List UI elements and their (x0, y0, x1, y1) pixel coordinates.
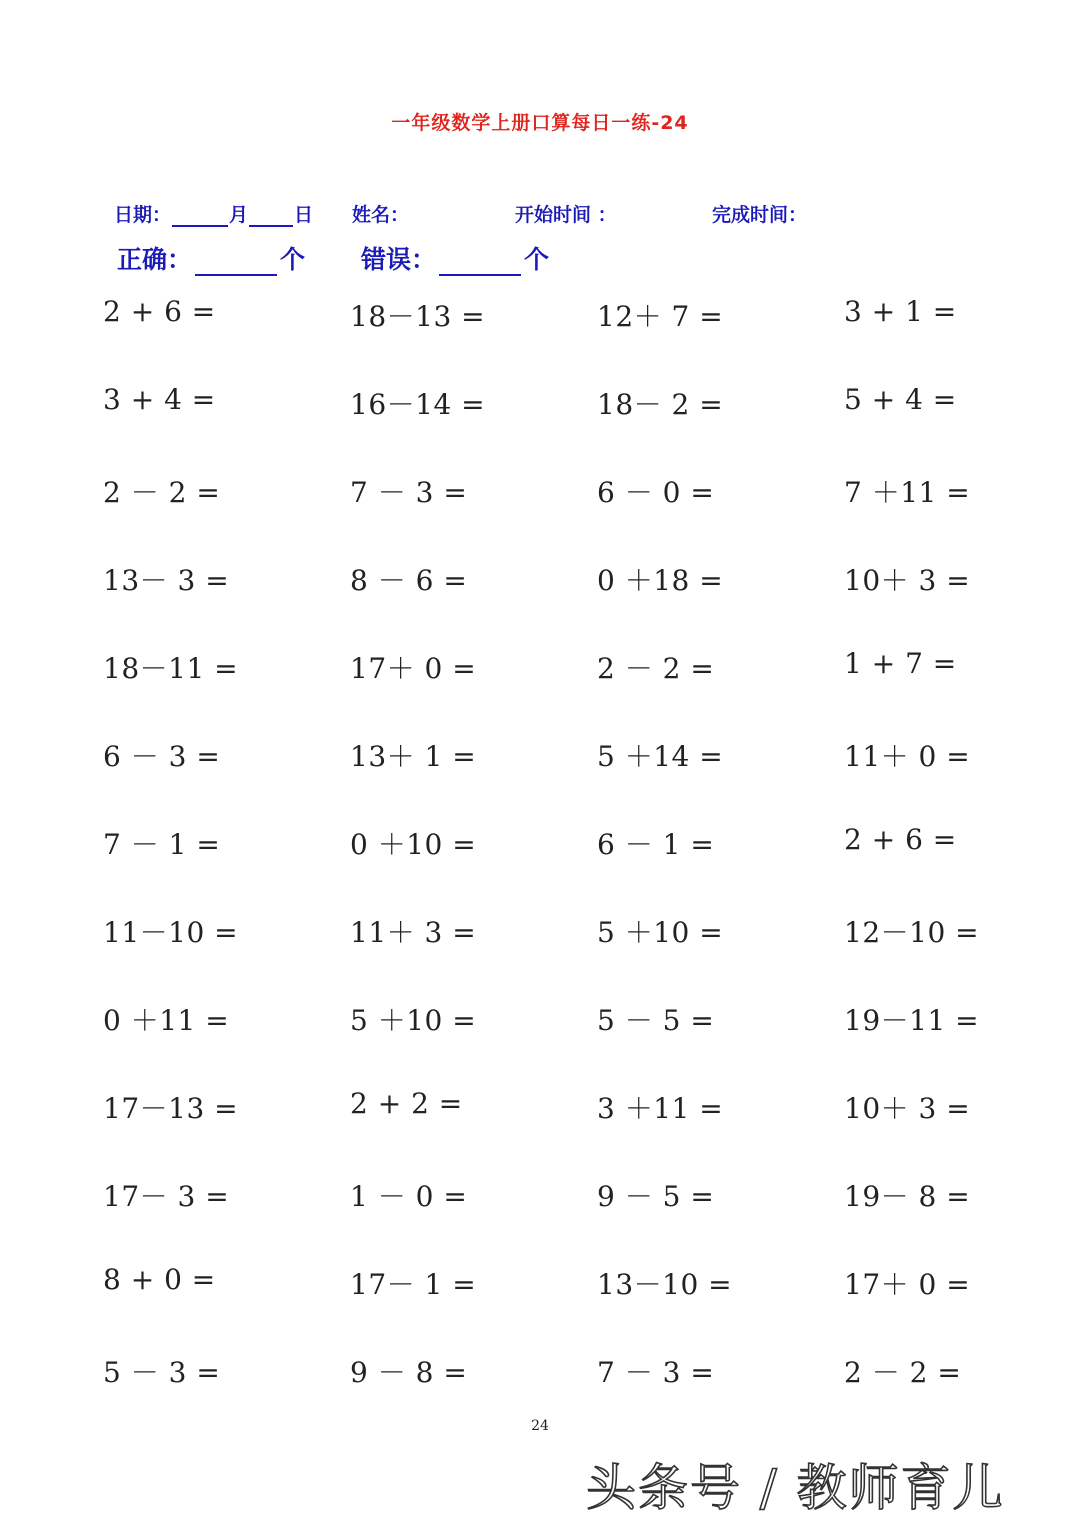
date-field (114, 200, 313, 227)
problem-r3-c4: 7 ＋11 = (844, 476, 971, 509)
problem-r4-c1: 13－ 3 = (103, 564, 230, 597)
problem-r9-c1: 0 ＋11 = (103, 1004, 230, 1037)
problem-r9-c2: 5 ＋10 = (350, 1004, 477, 1037)
problem-r6-c2: 13＋ 1 = (350, 740, 477, 773)
problem-r13-c2: 9 － 8 = (350, 1356, 468, 1389)
problem-r8-c2: 11＋ 3 = (350, 916, 477, 949)
problem-r4-c2: 8 － 6 = (350, 564, 468, 597)
problem-r1-c4: 3 + 1 = (844, 295, 957, 328)
problem-r3-c3: 6 － 0 = (597, 476, 715, 509)
problem-r12-c4: 17＋ 0 = (844, 1268, 971, 1301)
problem-r12-c1: 8 + 0 = (103, 1263, 216, 1296)
problem-r13-c3: 7 － 3 = (597, 1356, 715, 1389)
correct-unit: 个 (280, 245, 306, 274)
problem-r10-c3: 3 ＋11 = (597, 1092, 724, 1125)
month-blank[interactable] (172, 205, 228, 227)
problem-r5-c3: 2 － 2 = (597, 652, 715, 685)
page-number: 24 (531, 1418, 549, 1434)
wrong-blank[interactable] (439, 246, 521, 276)
correct-blank[interactable] (195, 246, 277, 276)
start-time-label: 开始时间 ： (515, 204, 617, 226)
problem-r11-c3: 9 － 5 = (597, 1180, 715, 1213)
problem-r2-c2: 16－14 = (350, 388, 486, 421)
day-label: 日 (294, 204, 314, 226)
problem-r5-c4: 1 + 7 = (844, 647, 957, 680)
problem-r4-c4: 10＋ 3 = (844, 564, 971, 597)
problem-r12-c3: 13－10 = (597, 1268, 733, 1301)
correct-field (117, 240, 305, 276)
problem-r7-c2: 0 ＋10 = (350, 828, 477, 861)
problem-r8-c4: 12－10 = (844, 916, 980, 949)
problem-r11-c2: 1 － 0 = (350, 1180, 468, 1213)
problem-r10-c1: 17－13 = (103, 1092, 239, 1125)
day-blank[interactable] (249, 205, 293, 227)
problem-r10-c2: 2 + 2 = (350, 1087, 463, 1120)
wrong-unit: 个 (524, 245, 550, 274)
problem-r12-c2: 17－ 1 = (350, 1268, 477, 1301)
name-label: 姓名： (352, 204, 410, 226)
problem-r5-c1: 18－11 = (103, 652, 239, 685)
problem-r13-c4: 2 － 2 = (844, 1356, 962, 1389)
problem-r5-c2: 17＋ 0 = (350, 652, 477, 685)
problem-r9-c3: 5 － 5 = (597, 1004, 715, 1037)
watermark: 头条号 / 教师育儿 (586, 1459, 1005, 1517)
problem-r8-c1: 11－10 = (103, 916, 239, 949)
problem-r6-c3: 5 ＋14 = (597, 740, 724, 773)
problem-r1-c1: 2 + 6 = (103, 295, 216, 328)
problem-r2-c3: 18－ 2 = (597, 388, 724, 421)
problem-r7-c1: 7 － 1 = (103, 828, 221, 861)
correct-label: 正确： (117, 245, 193, 274)
problem-r7-c3: 6 － 1 = (597, 828, 715, 861)
problem-r9-c4: 19－11 = (844, 1004, 980, 1037)
problem-r6-c1: 6 － 3 = (103, 740, 221, 773)
wrong-label: 错误： (361, 245, 437, 274)
problem-r3-c2: 7 － 3 = (350, 476, 468, 509)
wrong-field (361, 240, 549, 276)
date-label: 日期： (114, 204, 172, 226)
worksheet-title: 一年级数学上册口算每日一练-24 (391, 112, 689, 134)
problem-r11-c1: 17－ 3 = (103, 1180, 230, 1213)
problem-r2-c4: 5 + 4 = (844, 383, 957, 416)
problem-r8-c3: 5 ＋10 = (597, 916, 724, 949)
problem-r7-c4: 2 + 6 = (844, 823, 957, 856)
problem-r3-c1: 2 － 2 = (103, 476, 221, 509)
month-label: 月 (229, 204, 249, 226)
problem-r11-c4: 19－ 8 = (844, 1180, 971, 1213)
problem-r1-c3: 12＋ 7 = (597, 300, 724, 333)
problem-r2-c1: 3 + 4 = (103, 383, 216, 416)
problem-r10-c4: 10＋ 3 = (844, 1092, 971, 1125)
problem-r6-c4: 11＋ 0 = (844, 740, 971, 773)
problem-r13-c1: 5 － 3 = (103, 1356, 221, 1389)
problem-r1-c2: 18－13 = (350, 300, 486, 333)
problem-r4-c3: 0 ＋18 = (597, 564, 724, 597)
finish-time-label: 完成时间： (712, 204, 808, 226)
